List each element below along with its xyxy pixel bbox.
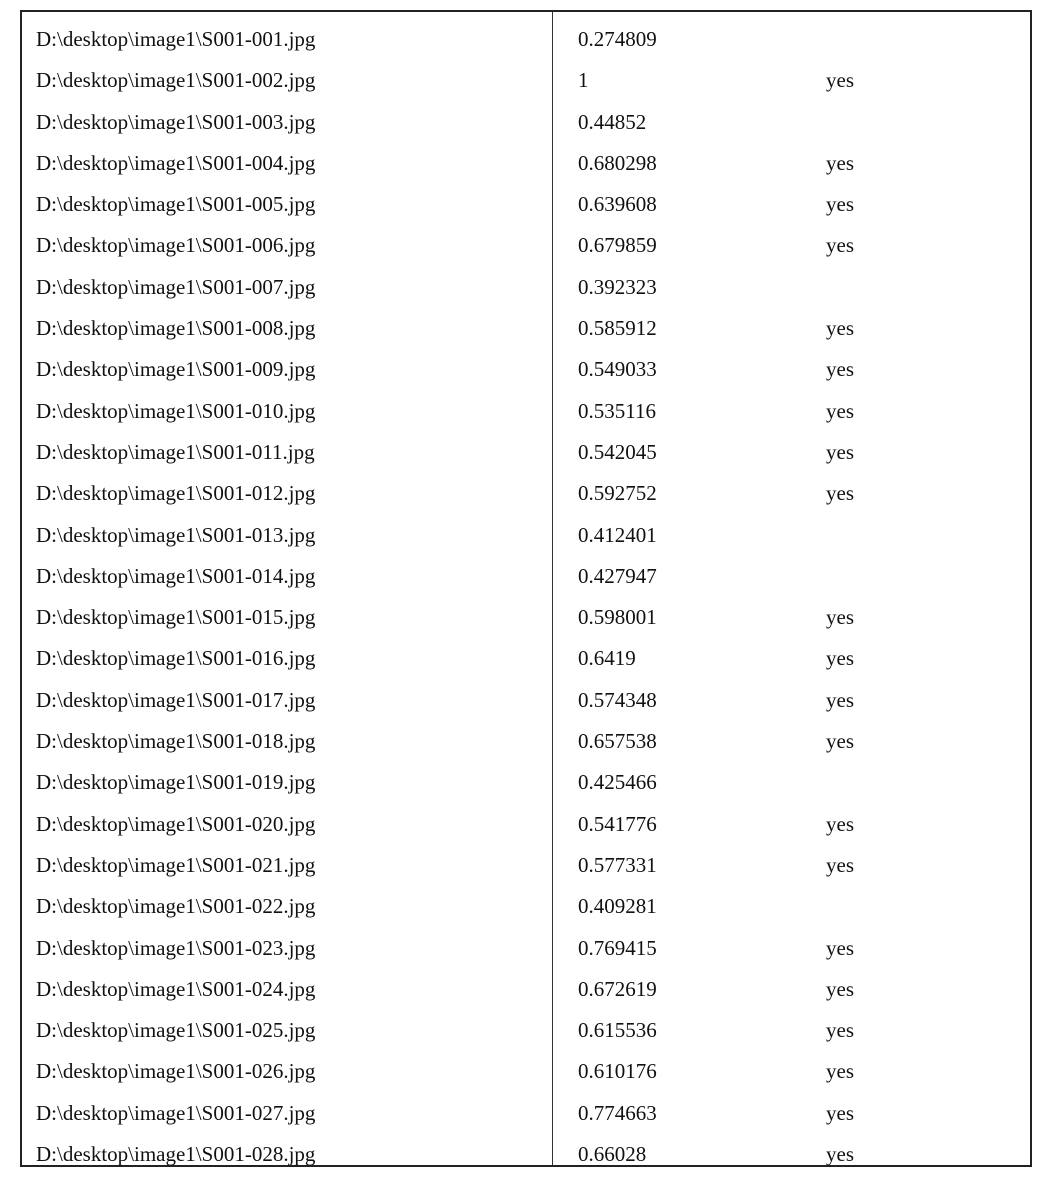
score-cell: 0.44852 <box>578 109 647 134</box>
score-cell: 0.769415 <box>578 935 657 960</box>
score-cell: 0.577331 <box>578 852 657 877</box>
table-row <box>22 102 1030 143</box>
table-row <box>22 473 1030 514</box>
table-row <box>22 597 1030 638</box>
score-cell: 0.409281 <box>578 894 657 919</box>
score-cell: 0.66028 <box>578 1142 647 1167</box>
table-row <box>22 143 1030 184</box>
score-cell: 0.425466 <box>578 770 657 795</box>
match-flag-cell: yes <box>826 687 854 712</box>
score-cell: 0.657538 <box>578 729 657 754</box>
table-row <box>22 349 1030 390</box>
score-cell: 0.615536 <box>578 1018 657 1043</box>
score-cell: 0.592752 <box>578 481 657 506</box>
file-path-cell: D:\desktop\image1\S001-002.jpg <box>36 68 316 93</box>
table-row <box>22 60 1030 101</box>
score-cell: 0.274809 <box>578 27 657 51</box>
score-cell: 0.679859 <box>578 233 657 258</box>
match-flag-cell: yes <box>826 150 854 175</box>
file-path-cell: D:\desktop\image1\S001-006.jpg <box>36 233 316 258</box>
file-path-cell: D:\desktop\image1\S001-027.jpg <box>36 1100 316 1125</box>
table-row <box>22 886 1030 927</box>
match-flag-cell: yes <box>826 316 854 341</box>
score-cell: 0.672619 <box>578 976 657 1001</box>
table-row <box>22 804 1030 845</box>
file-path-cell: D:\desktop\image1\S001-009.jpg <box>36 357 316 382</box>
score-cell: 0.392323 <box>578 274 657 299</box>
results-table <box>20 10 1032 1167</box>
file-path-cell: D:\desktop\image1\S001-026.jpg <box>36 1059 316 1084</box>
match-flag-cell: yes <box>826 729 854 754</box>
file-path-cell: D:\desktop\image1\S001-025.jpg <box>36 1018 316 1043</box>
table-row <box>22 928 1030 969</box>
file-path-cell: D:\desktop\image1\S001-013.jpg <box>36 522 316 547</box>
file-path-cell: D:\desktop\image1\S001-017.jpg <box>36 687 316 712</box>
file-path-cell: D:\desktop\image1\S001-018.jpg <box>36 729 316 754</box>
file-path-cell: D:\desktop\image1\S001-021.jpg <box>36 852 316 877</box>
table-row <box>22 267 1030 308</box>
match-flag-cell: yes <box>826 1100 854 1125</box>
file-path-cell: D:\desktop\image1\S001-001.jpg <box>36 27 316 51</box>
file-path-cell: D:\desktop\image1\S001-019.jpg <box>36 770 316 795</box>
file-path-cell: D:\desktop\image1\S001-024.jpg <box>36 976 316 1001</box>
file-path-cell: D:\desktop\image1\S001-012.jpg <box>36 481 316 506</box>
match-flag-cell: yes <box>826 233 854 258</box>
match-flag-cell: yes <box>826 1018 854 1043</box>
score-cell: 0.427947 <box>578 563 657 588</box>
file-path-cell: D:\desktop\image1\S001-016.jpg <box>36 646 316 671</box>
match-flag-cell: yes <box>826 1142 854 1167</box>
match-flag-cell: yes <box>826 646 854 671</box>
score-cell: 0.541776 <box>578 811 657 836</box>
file-path-cell: D:\desktop\image1\S001-010.jpg <box>36 398 316 423</box>
file-path-cell: D:\desktop\image1\S001-022.jpg <box>36 894 316 919</box>
score-cell: 0.639608 <box>578 192 657 217</box>
match-flag-cell: yes <box>826 811 854 836</box>
score-cell: 0.598001 <box>578 605 657 630</box>
table-row <box>22 1051 1030 1092</box>
file-path-cell: D:\desktop\image1\S001-028.jpg <box>36 1142 316 1167</box>
match-flag-cell: yes <box>826 976 854 1001</box>
match-flag-cell: yes <box>826 357 854 382</box>
table-row <box>22 225 1030 266</box>
table-row <box>22 721 1030 762</box>
table-body <box>22 19 1030 1175</box>
table-row <box>22 638 1030 679</box>
file-path-cell: D:\desktop\image1\S001-015.jpg <box>36 605 316 630</box>
score-cell: 0.774663 <box>578 1100 657 1125</box>
score-cell: 0.549033 <box>578 357 657 382</box>
match-flag-cell: yes <box>826 398 854 423</box>
score-cell: 0.412401 <box>578 522 657 547</box>
match-flag-cell: yes <box>826 852 854 877</box>
score-cell: 0.585912 <box>578 316 657 341</box>
file-path-cell: D:\desktop\image1\S001-005.jpg <box>36 192 316 217</box>
score-cell: 0.574348 <box>578 687 657 712</box>
table-row <box>22 391 1030 432</box>
table-row <box>22 184 1030 225</box>
table-row <box>22 515 1030 556</box>
match-flag-cell: yes <box>826 68 854 93</box>
table-row <box>22 969 1030 1010</box>
score-cell: 1 <box>578 68 589 93</box>
table-row <box>22 1134 1030 1175</box>
match-flag-cell: yes <box>826 192 854 217</box>
table-row <box>22 680 1030 721</box>
file-path-cell: D:\desktop\image1\S001-004.jpg <box>36 150 316 175</box>
table-row <box>22 1010 1030 1051</box>
table-row <box>22 1093 1030 1134</box>
file-path-cell: D:\desktop\image1\S001-014.jpg <box>36 563 316 588</box>
table-row <box>22 432 1030 473</box>
match-flag-cell: yes <box>826 481 854 506</box>
file-path-cell: D:\desktop\image1\S001-003.jpg <box>36 109 316 134</box>
file-path-cell: D:\desktop\image1\S001-007.jpg <box>36 274 316 299</box>
file-path-cell: D:\desktop\image1\S001-011.jpg <box>36 439 315 464</box>
score-cell: 0.610176 <box>578 1059 657 1084</box>
score-cell: 0.6419 <box>578 646 636 671</box>
table-row <box>22 845 1030 886</box>
match-flag-cell: yes <box>826 605 854 630</box>
file-path-cell: D:\desktop\image1\S001-020.jpg <box>36 811 316 836</box>
table-row <box>22 762 1030 803</box>
match-flag-cell: yes <box>826 935 854 960</box>
file-path-cell: D:\desktop\image1\S001-023.jpg <box>36 935 316 960</box>
table-row <box>22 556 1030 597</box>
file-path-cell: D:\desktop\image1\S001-008.jpg <box>36 316 316 341</box>
match-flag-cell: yes <box>826 439 854 464</box>
score-cell: 0.535116 <box>578 398 656 423</box>
score-cell: 0.680298 <box>578 150 657 175</box>
match-flag-cell: yes <box>826 1059 854 1084</box>
score-cell: 0.542045 <box>578 439 657 464</box>
table-row <box>22 308 1030 349</box>
table-row <box>22 19 1030 60</box>
